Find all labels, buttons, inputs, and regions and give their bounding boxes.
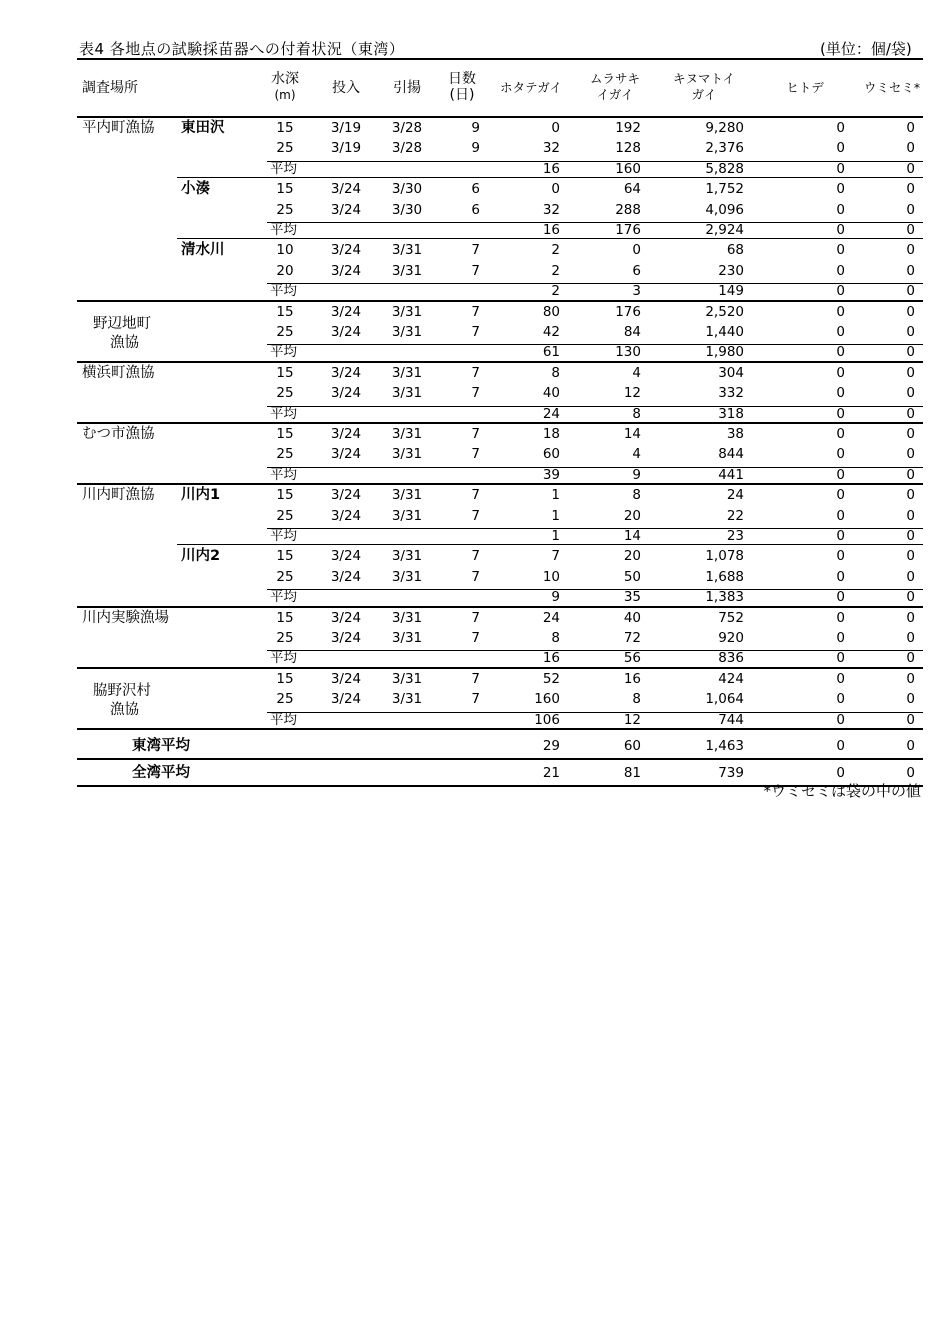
table-cell: 2,520	[705, 303, 744, 320]
table-cell: 3/31	[391, 364, 423, 381]
header-umisemi: ウミセミ*	[863, 80, 921, 95]
table-cell: 0	[836, 487, 845, 504]
table-cell: 149	[718, 283, 744, 300]
table-cell: 7	[471, 242, 480, 259]
table-cell: 7	[471, 487, 480, 504]
table-cell: 304	[718, 364, 744, 381]
table-cell: 8	[551, 630, 560, 646]
table-cell: 192	[615, 120, 641, 136]
table-cell: 0	[906, 160, 915, 177]
block-rule	[77, 116, 923, 118]
table-cell: 0	[836, 466, 845, 483]
table-cell: 15	[276, 670, 294, 687]
table-cell: 0	[836, 528, 845, 544]
table-cell: 25	[276, 385, 294, 402]
table-title: 表4 各地点の試験採苗器への付着状況（東湾）	[79, 40, 405, 58]
table-cell: 0	[906, 670, 915, 687]
table-cell: 38	[726, 426, 744, 442]
table-cell: 3/31	[391, 446, 423, 463]
top-rule	[77, 58, 923, 60]
table-cell: 0	[906, 446, 915, 463]
table-cell: 3/31	[391, 242, 423, 259]
table-cell: 8	[551, 364, 560, 381]
table-cell: 0	[906, 140, 915, 157]
table-cell: 0	[906, 691, 915, 708]
location-label: 脇野沢村	[93, 683, 151, 700]
table-cell: 3/31	[391, 568, 423, 585]
table-cell: 9	[551, 589, 560, 606]
table-cell: 14	[623, 528, 641, 544]
table-cell: 0	[906, 283, 915, 300]
block-rule	[77, 300, 923, 302]
table-cell: 0	[836, 711, 845, 728]
table-cell: 81	[623, 765, 641, 781]
summary-label: 全湾平均	[132, 765, 190, 781]
table-cell: 1,752	[705, 181, 744, 198]
table-cell: 3/24	[330, 303, 362, 320]
table-cell: 7	[471, 303, 480, 320]
table-cell: 0	[906, 242, 915, 259]
table-cell: 3/30	[391, 181, 423, 198]
location-label: 野辺地町	[93, 316, 151, 333]
table-cell: 12	[623, 385, 641, 402]
table-cell: 230	[718, 262, 744, 279]
table-cell: 7	[471, 262, 480, 279]
table-cell: 0	[906, 201, 915, 218]
table-cell: 25	[276, 324, 294, 340]
table-cell: 920	[718, 630, 744, 646]
table-cell: 0	[906, 466, 915, 483]
table-cell: 288	[615, 201, 641, 218]
table-cell: 0	[836, 650, 845, 667]
header-depth: 水深 (m)	[271, 71, 299, 102]
location-label: むつ市漁協	[82, 426, 155, 442]
table-cell: 7	[471, 507, 480, 524]
table-cell: 1,980	[705, 344, 744, 361]
table-cell: 15	[276, 487, 294, 504]
table-cell: 0	[906, 344, 915, 361]
table-cell: 0	[836, 765, 845, 781]
table-cell: 3/31	[391, 303, 423, 320]
table-cell: 16	[542, 222, 560, 238]
table-cell: 3/31	[391, 670, 423, 687]
table-cell: 1	[551, 507, 560, 524]
table-cell: 3/28	[391, 140, 423, 157]
table-cell: 21	[542, 765, 560, 781]
table-cell: 5,828	[705, 160, 744, 177]
avg-label: 平均	[270, 405, 297, 422]
table-cell: 0	[836, 568, 845, 585]
table-cell: 15	[276, 120, 294, 136]
table-cell: 3/24	[330, 262, 362, 279]
table-cell: 25	[276, 140, 294, 157]
header-hitode: ヒトデ	[786, 80, 824, 95]
table-cell: 3/31	[391, 630, 423, 646]
sub-location: 小湊	[181, 181, 210, 198]
table-cell: 1	[551, 487, 560, 504]
table-cell: 9	[632, 466, 641, 483]
table-cell: 0	[836, 670, 845, 687]
table-cell: 1,463	[705, 738, 744, 754]
table-cell: 0	[906, 738, 915, 754]
header-kinu: キヌマトイ ガイ	[673, 71, 735, 102]
table-cell: 0	[836, 160, 845, 177]
table-cell: 60	[542, 446, 560, 463]
table-cell: 40	[542, 385, 560, 402]
footnote: *ウミセミは袋の中の値	[763, 782, 921, 800]
table-cell: 15	[276, 181, 294, 198]
table-cell: 3/31	[391, 548, 423, 565]
table-cell: 3/24	[330, 324, 362, 340]
location-label: 漁協	[110, 335, 139, 352]
table-cell: 3/24	[330, 242, 362, 259]
table-cell: 9	[471, 120, 480, 136]
table-cell: 18	[542, 426, 560, 442]
table-cell: 42	[542, 324, 560, 340]
summary-rule	[77, 758, 923, 760]
avg-label: 平均	[270, 466, 297, 483]
table-cell: 0	[836, 446, 845, 463]
table-cell: 3/24	[330, 181, 362, 198]
table-cell: 68	[726, 242, 744, 259]
table-cell: 3/24	[330, 446, 362, 463]
table-cell: 9	[471, 140, 480, 157]
table-cell: 8	[632, 487, 641, 504]
avg-label: 平均	[270, 589, 297, 606]
block-rule	[77, 606, 923, 608]
table-cell: 0	[836, 303, 845, 320]
table-cell: 14	[623, 426, 641, 442]
table-cell: 7	[471, 568, 480, 585]
table-cell: 0	[906, 262, 915, 279]
table-cell: 3/31	[391, 507, 423, 524]
table-cell: 0	[836, 405, 845, 422]
avg-label: 平均	[270, 283, 297, 300]
sub-location: 清水川	[181, 242, 225, 259]
table-cell: 130	[615, 344, 641, 361]
table-cell: 3/31	[391, 385, 423, 402]
unit-label: (単位：個/袋)	[820, 40, 912, 58]
table-cell: 7	[551, 548, 560, 565]
sub-location: 川内2	[181, 548, 221, 565]
table-cell: 0	[836, 426, 845, 442]
table-cell: 0	[906, 120, 915, 136]
header-in: 投入	[332, 80, 360, 96]
table-cell: 0	[906, 609, 915, 626]
table-cell: 0	[906, 528, 915, 544]
table-cell: 0	[551, 181, 560, 198]
table-cell: 0	[836, 364, 845, 381]
table-cell: 6	[471, 201, 480, 218]
table-cell: 7	[471, 446, 480, 463]
table-cell: 3/31	[391, 324, 423, 340]
table-cell: 25	[276, 691, 294, 708]
table-cell: 60	[623, 738, 641, 754]
table-cell: 0	[836, 630, 845, 646]
table-cell: 0	[836, 222, 845, 238]
table-cell: 1,383	[705, 589, 744, 606]
table-cell: 4	[632, 364, 641, 381]
table-cell: 160	[615, 160, 641, 177]
table-cell: 128	[615, 140, 641, 157]
table-cell: 15	[276, 364, 294, 381]
table-cell: 0	[836, 507, 845, 524]
table-cell: 1,064	[705, 691, 744, 708]
table-cell: 2,924	[705, 222, 744, 238]
table-cell: 3/24	[330, 385, 362, 402]
table-cell: 72	[623, 630, 641, 646]
table-cell: 0	[836, 242, 845, 259]
header-murasaki: ムラサキ イガイ	[589, 71, 640, 102]
table-cell: 0	[906, 630, 915, 646]
table-cell: 3/24	[330, 630, 362, 646]
table-cell: 2	[551, 283, 560, 300]
table-cell: 64	[623, 181, 641, 198]
table-cell: 0	[906, 765, 915, 781]
table-cell: 0	[836, 120, 845, 136]
table-cell: 25	[276, 507, 294, 524]
table-cell: 0	[906, 303, 915, 320]
table-cell: 1,440	[705, 324, 744, 340]
block-rule	[77, 667, 923, 669]
table-cell: 0	[551, 120, 560, 136]
table-cell: 0	[906, 650, 915, 667]
table-cell: 8	[632, 691, 641, 708]
table-cell: 176	[615, 222, 641, 238]
table-cell: 20	[623, 507, 641, 524]
table-cell: 836	[718, 650, 744, 667]
table-cell: 7	[471, 324, 480, 340]
table-cell: 56	[623, 650, 641, 667]
table-cell: 0	[906, 426, 915, 442]
sub-rule	[177, 544, 923, 545]
table-cell: 16	[542, 650, 560, 667]
table-cell: 0	[836, 548, 845, 565]
table-cell: 752	[718, 609, 744, 626]
table-cell: 2	[551, 262, 560, 279]
table-cell: 0	[906, 222, 915, 238]
table-cell: 3/24	[330, 487, 362, 504]
table-cell: 0	[906, 507, 915, 524]
location-label: 横浜町漁協	[82, 364, 155, 381]
table-cell: 7	[471, 548, 480, 565]
table-cell: 744	[718, 711, 744, 728]
sub-rule	[177, 238, 923, 239]
table-cell: 9,280	[705, 120, 744, 136]
location-label: 平内町漁協	[82, 120, 155, 136]
table-cell: 0	[906, 711, 915, 728]
table-cell: 176	[615, 303, 641, 320]
table-cell: 16	[542, 160, 560, 177]
sub-location: 東田沢	[181, 120, 225, 136]
table-cell: 0	[836, 140, 845, 157]
table-cell: 3/24	[330, 507, 362, 524]
avg-label: 平均	[270, 528, 297, 544]
table-cell: 32	[542, 140, 560, 157]
table-cell: 3/24	[330, 364, 362, 381]
table-cell: 1,078	[705, 548, 744, 565]
avg-label: 平均	[270, 160, 297, 177]
table-cell: 8	[632, 405, 641, 422]
table-cell: 35	[623, 589, 641, 606]
table-cell: 84	[623, 324, 641, 340]
avg-label: 平均	[270, 222, 297, 238]
table-cell: 15	[276, 548, 294, 565]
table-cell: 2,376	[705, 140, 744, 157]
table-cell: 24	[726, 487, 744, 504]
table-cell: 3/24	[330, 201, 362, 218]
table-cell: 0	[836, 738, 845, 754]
table-cell: 29	[542, 738, 560, 754]
table-cell: 25	[276, 446, 294, 463]
table-cell: 25	[276, 201, 294, 218]
block-rule	[77, 422, 923, 424]
table-cell: 61	[542, 344, 560, 361]
table-cell: 50	[623, 568, 641, 585]
table-cell: 1,688	[705, 568, 744, 585]
table-cell: 3/30	[391, 201, 423, 218]
body-bottom-rule	[77, 728, 923, 730]
table-cell: 20	[623, 548, 641, 565]
table-cell: 6	[471, 181, 480, 198]
location-label: 川内実験漁場	[82, 609, 169, 626]
table-cell: 3/19	[330, 140, 362, 157]
table-cell: 15	[276, 426, 294, 442]
table-cell: 80	[542, 303, 560, 320]
block-rule	[77, 361, 923, 363]
location-label: 漁協	[110, 702, 139, 719]
table-cell: 0	[836, 283, 845, 300]
table-cell: 0	[836, 181, 845, 198]
table-cell: 7	[471, 609, 480, 626]
table-cell: 25	[276, 630, 294, 646]
avg-label: 平均	[270, 650, 297, 667]
table-cell: 3/24	[330, 548, 362, 565]
table-cell: 0	[836, 262, 845, 279]
table-cell: 1	[551, 528, 560, 544]
table-cell: 7	[471, 670, 480, 687]
table-cell: 0	[836, 589, 845, 606]
table-cell: 318	[718, 405, 744, 422]
location-label: 川内町漁協	[82, 487, 155, 504]
table-cell: 3/31	[391, 262, 423, 279]
header-hotate: ホタテガイ	[500, 80, 562, 95]
table-cell: 15	[276, 609, 294, 626]
table-cell: 7	[471, 364, 480, 381]
table-cell: 3/19	[330, 120, 362, 136]
table-cell: 3/31	[391, 691, 423, 708]
table-cell: 0	[906, 548, 915, 565]
table-cell: 4,096	[705, 201, 744, 218]
table-cell: 4	[632, 446, 641, 463]
table-cell: 0	[906, 385, 915, 402]
table-cell: 7	[471, 426, 480, 442]
table-cell: 0	[906, 405, 915, 422]
table-cell: 3	[632, 283, 641, 300]
table-cell: 6	[632, 262, 641, 279]
table-cell: 0	[632, 242, 641, 259]
table-cell: 844	[718, 446, 744, 463]
table-cell: 25	[276, 568, 294, 585]
table-cell: 0	[906, 568, 915, 585]
table-cell: 3/28	[391, 120, 423, 136]
table-cell: 3/24	[330, 426, 362, 442]
table-cell: 3/24	[330, 568, 362, 585]
table-cell: 2	[551, 242, 560, 259]
table-cell: 24	[542, 609, 560, 626]
header-days: 日数 (日)	[448, 71, 476, 103]
table-cell: 332	[718, 385, 744, 402]
table-cell: 24	[542, 405, 560, 422]
table-cell: 22	[726, 507, 744, 524]
table-cell: 0	[836, 324, 845, 340]
summary-label: 東湾平均	[132, 738, 190, 754]
table-cell: 0	[906, 181, 915, 198]
table-cell: 7	[471, 385, 480, 402]
header-out: 引揚	[393, 80, 421, 96]
table-cell: 0	[906, 364, 915, 381]
table-cell: 0	[906, 324, 915, 340]
table-cell: 0	[906, 589, 915, 606]
header-location: 調査場所	[82, 80, 138, 96]
table-cell: 0	[836, 201, 845, 218]
table-cell: 0	[836, 385, 845, 402]
table-cell: 3/24	[330, 691, 362, 708]
block-rule	[77, 483, 923, 485]
table-cell: 20	[276, 262, 294, 279]
table-cell: 32	[542, 201, 560, 218]
table-cell: 12	[623, 711, 641, 728]
table-cell: 0	[836, 691, 845, 708]
table-cell: 10	[542, 568, 560, 585]
avg-label: 平均	[270, 711, 297, 728]
table-cell: 10	[276, 242, 294, 259]
table-cell: 23	[726, 528, 744, 544]
table-cell: 3/24	[330, 609, 362, 626]
table-cell: 441	[718, 466, 744, 483]
table-cell: 106	[534, 711, 560, 728]
table-cell: 424	[718, 670, 744, 687]
table-cell: 7	[471, 691, 480, 708]
sub-rule	[177, 177, 923, 178]
table-cell: 16	[623, 670, 641, 687]
avg-label: 平均	[270, 344, 297, 361]
table-cell: 40	[623, 609, 641, 626]
table-cell: 3/31	[391, 609, 423, 626]
table-cell: 7	[471, 630, 480, 646]
table-cell: 739	[718, 765, 744, 781]
table-cell: 3/31	[391, 426, 423, 442]
table-cell: 3/31	[391, 487, 423, 504]
table-cell: 39	[542, 466, 560, 483]
table-cell: 3/24	[330, 670, 362, 687]
table-cell: 52	[542, 670, 560, 687]
table-cell: 0	[906, 487, 915, 504]
table-cell: 0	[836, 344, 845, 361]
table-cell: 160	[534, 691, 560, 708]
table-cell: 0	[836, 609, 845, 626]
sub-location: 川内1	[181, 487, 221, 504]
table-cell: 15	[276, 303, 294, 320]
